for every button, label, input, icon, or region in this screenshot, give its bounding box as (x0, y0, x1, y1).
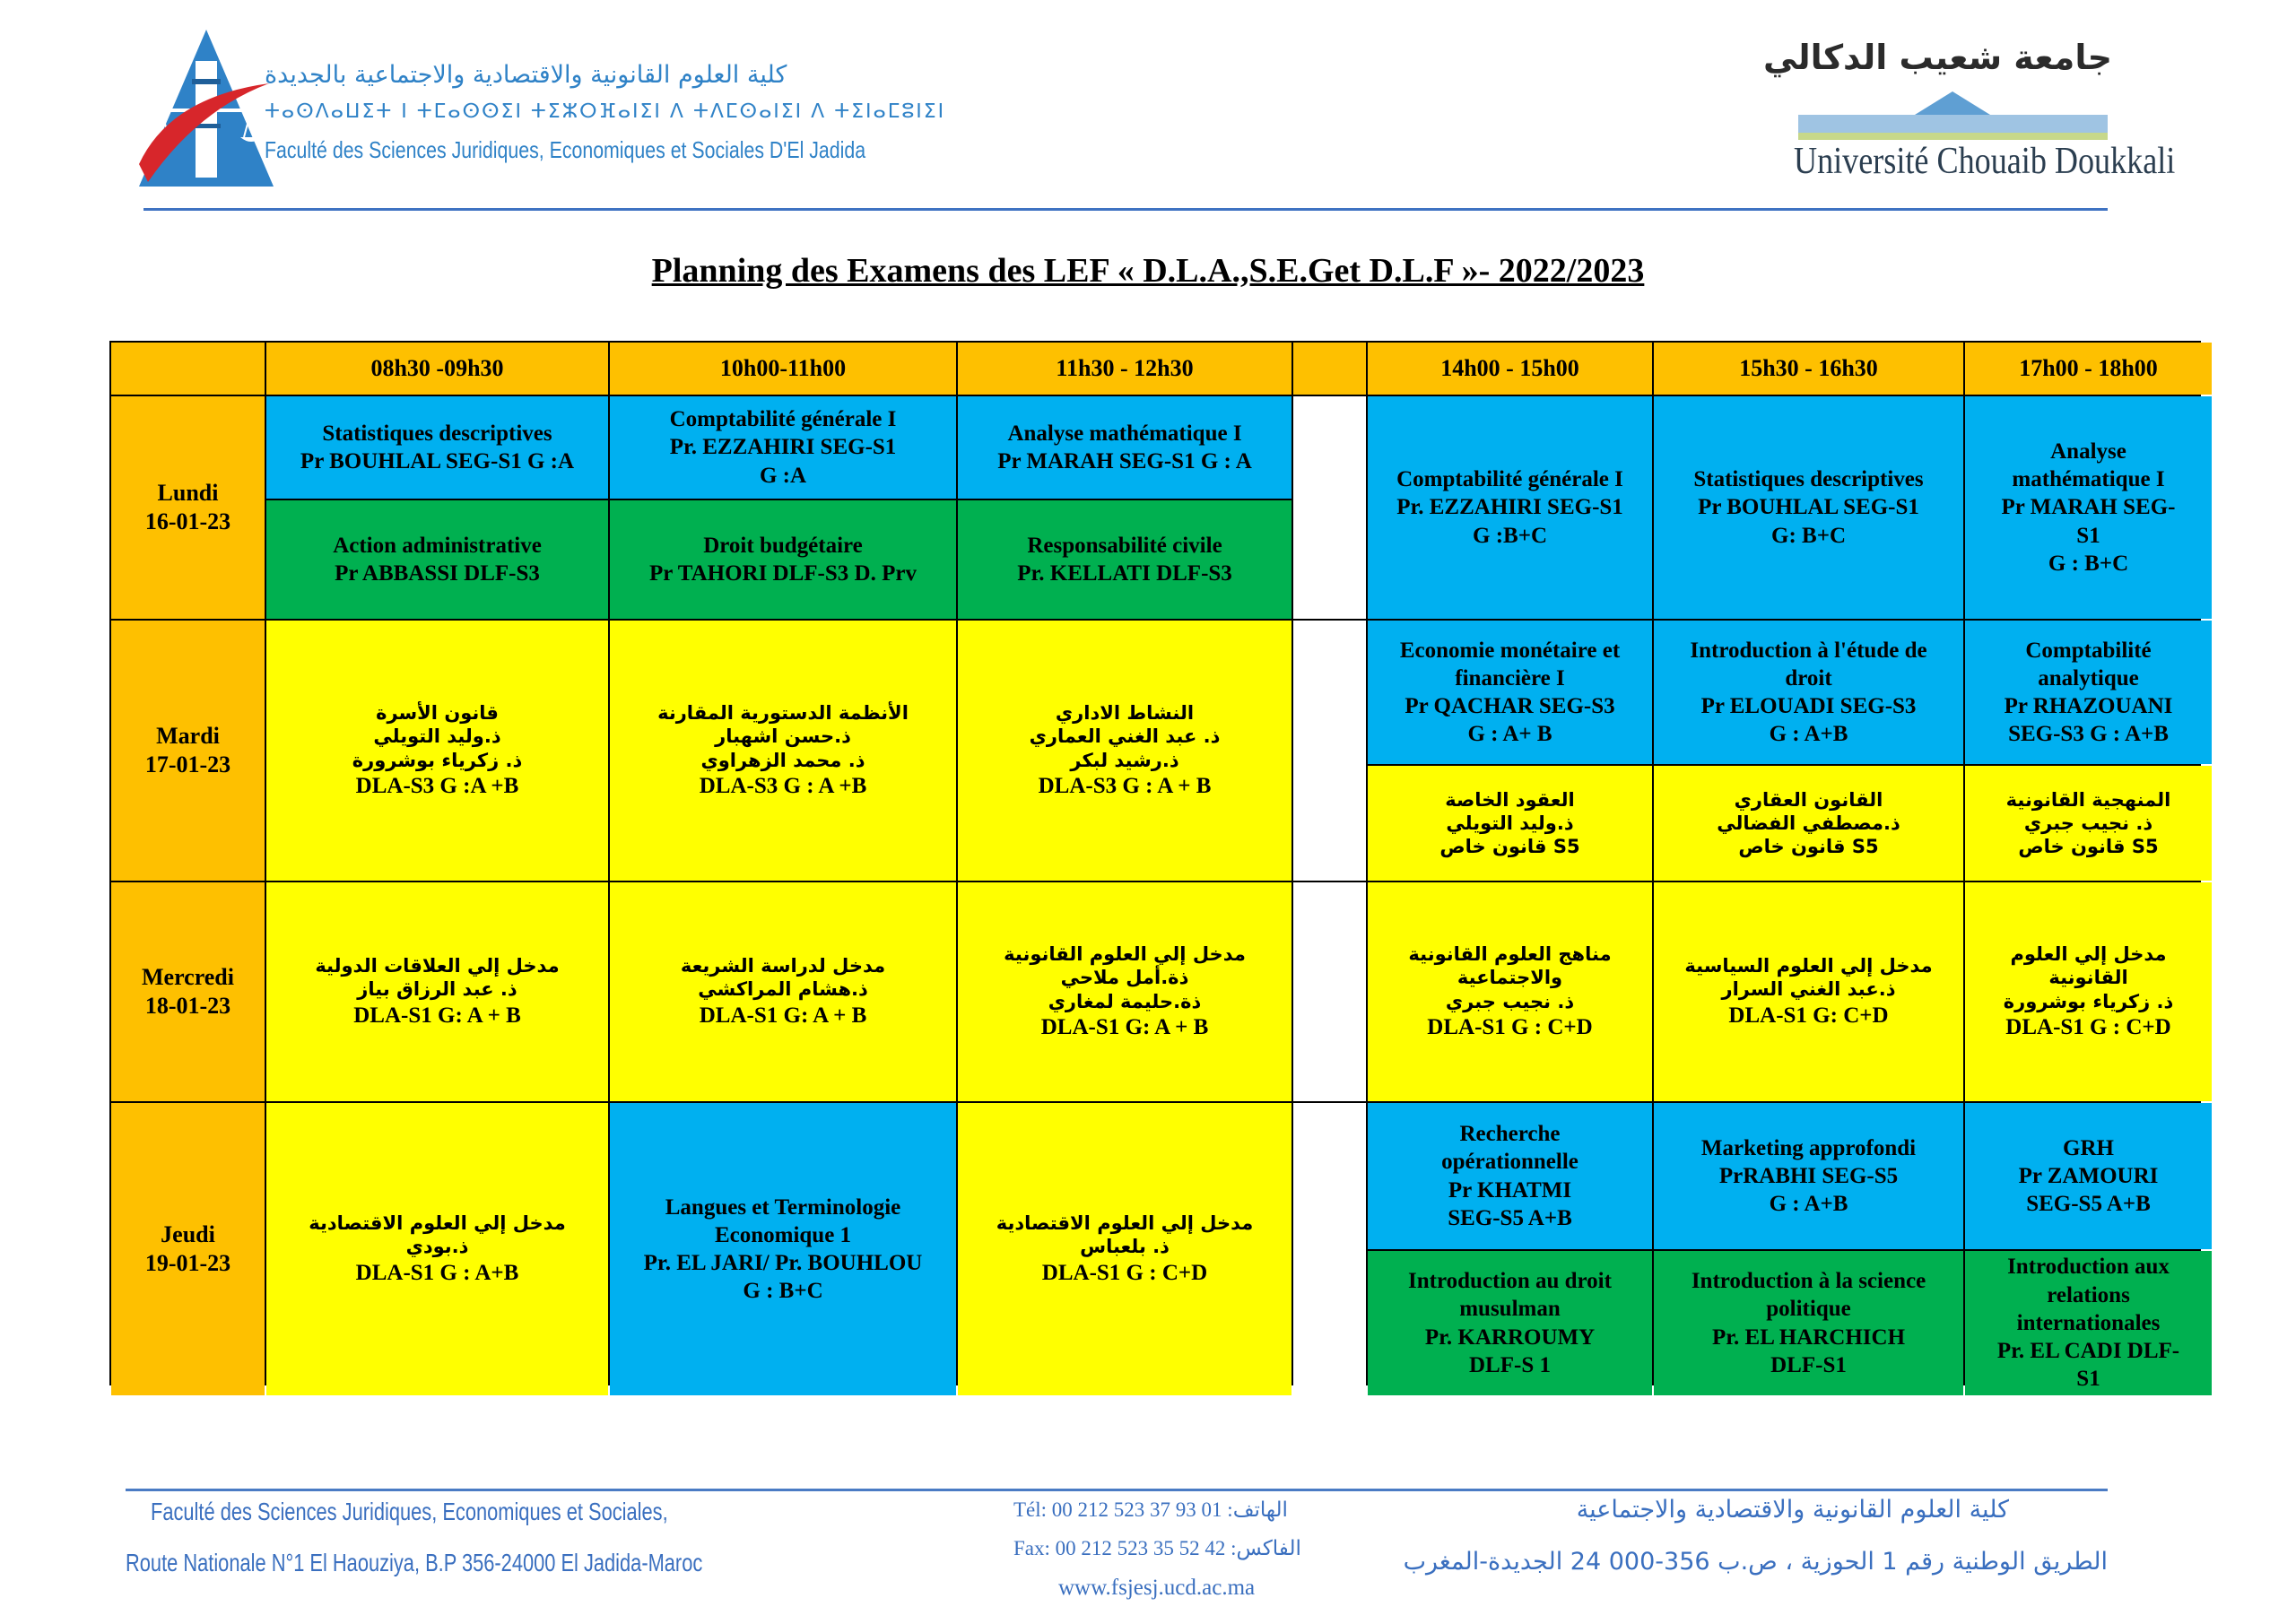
exam-cell: Analyse mathématique I Pr MARAH SEG- S1 G : B+C (1965, 396, 2212, 619)
time-slot-6: 17h00 - 18h00 (1965, 343, 2212, 395)
exam-cell: Marketing approfondi PrRABHI SEG-S5 G : A+B (1654, 1103, 1963, 1249)
faculty-name-ar: كلية العلوم القانونية والاقتصادية والاجتماعية بالجديدة (265, 61, 787, 89)
exam-cell: Comptabilité analytique Pr RHAZOUANI SEG-S3 G : A+B (1965, 621, 2212, 764)
exam-cell: Statistiques descriptives Pr BOUHLAL SEG-S1 G: B+C (1654, 396, 1963, 619)
footer-address-ar-2: الطريق الوطنية رقم 1 الحوزية ، ص.ب 356-000 24 الجديدة-المغرب (1403, 1548, 2108, 1576)
exam-cell: مدخل لدراسة الشريعة ذ.هشام المراكشي DLA-S1 G: A + B (610, 882, 956, 1101)
exam-cell: Comptabilité générale I Pr. EZZAHIRI SEG-S1 G :B+C (1368, 396, 1652, 619)
university-name-ar: جامعة شعيب الدكالي (1762, 38, 2112, 77)
lunch-break-header (1293, 343, 1366, 395)
break-cell (1293, 882, 1366, 1101)
exam-cell: الأنظمة الدستورية المقارنة ذ.حسن اشهبار ذ. محمد الزهراوي DLA-S3 G : A +B (610, 621, 956, 881)
exam-cell: Recherche opérationnelle Pr KHATMI SEG-S5 A+B (1368, 1103, 1652, 1249)
exam-cell: المنهجية القانونية ذ. نجيب جبري S5 قانون خاص (1965, 766, 2212, 881)
break-cell (1293, 1103, 1366, 1395)
time-slot-1: 08h30 -09h30 (266, 343, 608, 395)
exam-cell: مدخل إلي العلوم القانونية ذ. زكرياء بوشرورة DLA-S1 G : C+D (1965, 882, 2212, 1101)
corner-cell (111, 343, 265, 395)
exam-cell: Economie monétaire et financière I Pr QACHAR SEG-S3 G : A+ B (1368, 621, 1652, 764)
footer-website-link[interactable]: www.fsjesj.ucd.ac.ma (1058, 1576, 1256, 1600)
exam-cell: مدخل إلي العلوم القانونية ذة.أمل ملاحي ذة.حليمة لمغاري DLA-S1 G: A + B (958, 882, 1292, 1101)
faculty-logo (135, 25, 278, 191)
exam-cell: Action administrative Pr ABBASSI DLF-S3 (266, 500, 608, 619)
time-slot-3: 11h30 - 12h30 (958, 343, 1292, 395)
day-lundi: Lundi 16-01-23 (111, 396, 265, 619)
break-cell (1293, 396, 1366, 619)
footer-fax: Fax: 00 212 523 35 52 42 :الفاكس (1013, 1537, 1301, 1559)
exam-cell: النشاط الاداري ذ. عبد الغني العماري ذ.رشيد لبكر DLA-S3 G : A + B (958, 621, 1292, 881)
faculty-name-tifinagh: ⵜⴰⵙⴷⴰⵡⵉⵜ ⵏ ⵜⵎⴰⵙⵙⵉⵏ ⵜⵉⵣⵔⴼⴰⵏⵉⵏ ⴷ ⵜⴷⵎⵙⴰⵏⵉⵏ ⴷ ⵜⵉⵏⴰⵎⵓⵏⵉⵏ (265, 100, 946, 123)
university-name-fr: Université Chouaib Doukkali (1794, 141, 2176, 182)
exam-cell: قانون الأسرة ذ.وليد التويلي ذ. زكرياء بوشرورة DLA-S3 G :A +B (266, 621, 608, 881)
exam-cell: القانون العقاري ذ.مصطفي الفضالي S5 قانون خاص (1654, 766, 1963, 881)
exam-cell: مدخل إلي العلاقات الدولية ذ. عبد الرزاق بياز DLA-S1 G: A + B (266, 882, 608, 1101)
exam-cell: Statistiques descriptives Pr BOUHLAL SEG-S1 G :A (266, 396, 608, 499)
exam-cell: مدخل إلي العلوم الاقتصادية ذ. بلعباس DLA-S1 G : C+D (958, 1103, 1292, 1395)
exam-cell: Responsabilité civile Pr. KELLATI DLF-S3 (958, 500, 1292, 619)
exam-cell: Introduction à l'étude de droit Pr ELOUADI SEG-S3 G : A+B (1654, 621, 1963, 764)
day-mardi: Mardi 17-01-23 (111, 621, 265, 881)
footer-phone: Tél: 00 212 523 37 93 01 :الهاتف (1013, 1498, 1288, 1521)
exam-cell: العقود الخاصة ذ.وليد التويلي S5 قانون خاص (1368, 766, 1652, 881)
exam-cell: Langues et Terminologie Economique 1 Pr. EL JARI/ Pr. BOUHLOU G : B+C (610, 1103, 956, 1395)
footer-address-fr-2: Route Nationale N°1 El Haouziya, B.P 356-24000 El Jadida-Maroc (126, 1549, 703, 1576)
time-slot-5: 15h30 - 16h30 (1654, 343, 1963, 395)
exam-cell: Introduction au droit musulman Pr. KARROUMY DLF-S 1 (1368, 1251, 1652, 1395)
exam-cell: Introduction à la science politique Pr. EL HARCHICH DLF-S1 (1654, 1251, 1963, 1395)
footer-address-ar-1: كلية العلوم القانونية والاقتصادية والاجتماعية (1576, 1496, 2009, 1524)
day-jeudi: Jeudi 19-01-23 (111, 1103, 265, 1395)
university-logo-mark (1798, 90, 2108, 143)
exam-cell: Droit budgétaire Pr TAHORI DLF-S3 D. Prv (610, 500, 956, 619)
footer-divider (126, 1489, 2108, 1491)
page-title: Planning des Examens des LEF « D.L.A.,S.E.Get D.L.F »- 2022/2023 (651, 252, 1645, 290)
exam-cell: Comptabilité générale I Pr. EZZAHIRI SEG-S1 G :A (610, 396, 956, 499)
break-cell (1293, 621, 1366, 881)
faculty-name-fr: Faculté des Sciences Juridiques, Economiques et Sociales D'El Jadida (265, 136, 866, 163)
time-slot-4: 14h00 - 15h00 (1368, 343, 1652, 395)
exam-cell: Analyse mathématique I Pr MARAH SEG-S1 G : A (958, 396, 1292, 499)
exam-cell: مناهج العلوم القانونية والاجتماعية ذ. نجيب جبري DLA-S1 G : C+D (1368, 882, 1652, 1101)
exam-cell: GRH Pr ZAMOURI SEG-S5 A+B (1965, 1103, 2212, 1249)
header-divider (144, 208, 2108, 211)
time-slot-2: 10h00-11h00 (610, 343, 956, 395)
exam-cell: Introduction aux relations internationales Pr. EL CADI DLF- S1 (1965, 1251, 2212, 1395)
exam-timetable (109, 341, 2201, 1392)
exam-cell: مدخل إلي العلوم الاقتصادية ذ.بودي DLA-S1 G : A+B (266, 1103, 608, 1395)
day-mercredi: Mercredi 18-01-23 (111, 882, 265, 1101)
exam-cell: مدخل إلي العلوم السياسية ذ.عبد الغني السرار DLA-S1 G: C+D (1654, 882, 1963, 1101)
footer-address-fr-1: Faculté des Sciences Juridiques, Economiques et Sociales, (151, 1498, 668, 1525)
